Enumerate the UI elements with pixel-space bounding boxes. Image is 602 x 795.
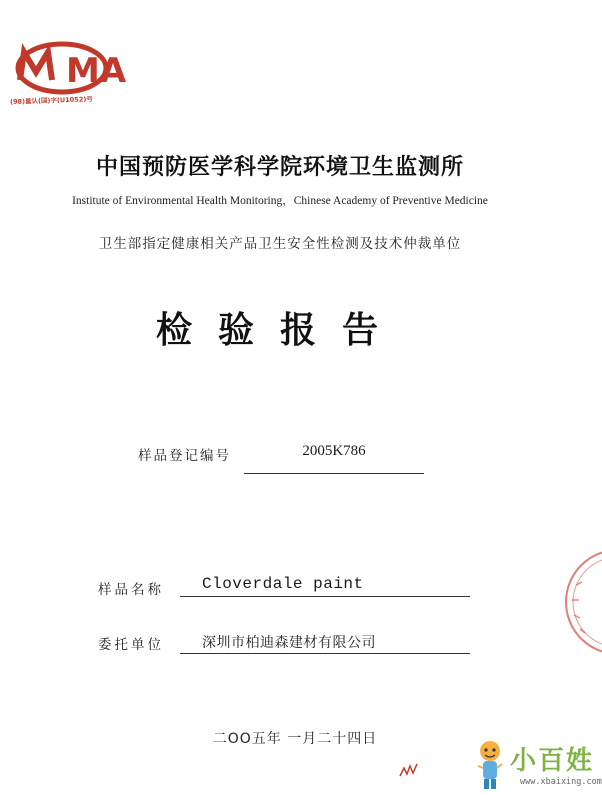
institute-designation: 卫生部指定健康相关产品卫生安全性检测及技术仲裁单位 xyxy=(98,236,462,252)
report-title: 检验报告 xyxy=(155,309,404,351)
report-date: 二OO五年 一月二十四日 xyxy=(212,731,378,747)
registration-underline xyxy=(244,473,424,474)
client-label: 委托单位 xyxy=(98,637,164,653)
partial-seal-icon xyxy=(556,545,600,660)
cartoon-mascot-icon xyxy=(474,738,506,792)
client-value: 深圳市柏迪森建材有限公司 xyxy=(202,635,376,651)
watermark xyxy=(474,738,600,795)
watermark-url: www.xbaixing.com xyxy=(520,777,602,787)
ink-mark-icon xyxy=(398,760,420,780)
institute-name-chinese: 中国预防医学科学院环境卫生监测所 xyxy=(95,155,464,180)
client-underline xyxy=(180,653,470,654)
sample-name-label: 样品名称 xyxy=(98,582,164,598)
cma-stamp-logo xyxy=(14,38,127,96)
cma-certificate-number: (98)量认(国)字(U1052)号 xyxy=(9,95,93,107)
sample-name-underline xyxy=(180,596,470,597)
cma-stamp-text: MA xyxy=(66,51,127,91)
watermark-text: 小百姓 xyxy=(510,746,595,776)
sample-name-value: Cloverdale paint xyxy=(202,575,364,593)
registration-number-value: 2005K786 xyxy=(302,443,366,459)
registration-number-label: 样品登记编号 xyxy=(138,448,231,464)
institute-name-english: Institute of Environmental Health Monitoring，Chinese Academy of Preventive Medicine xyxy=(72,195,488,207)
